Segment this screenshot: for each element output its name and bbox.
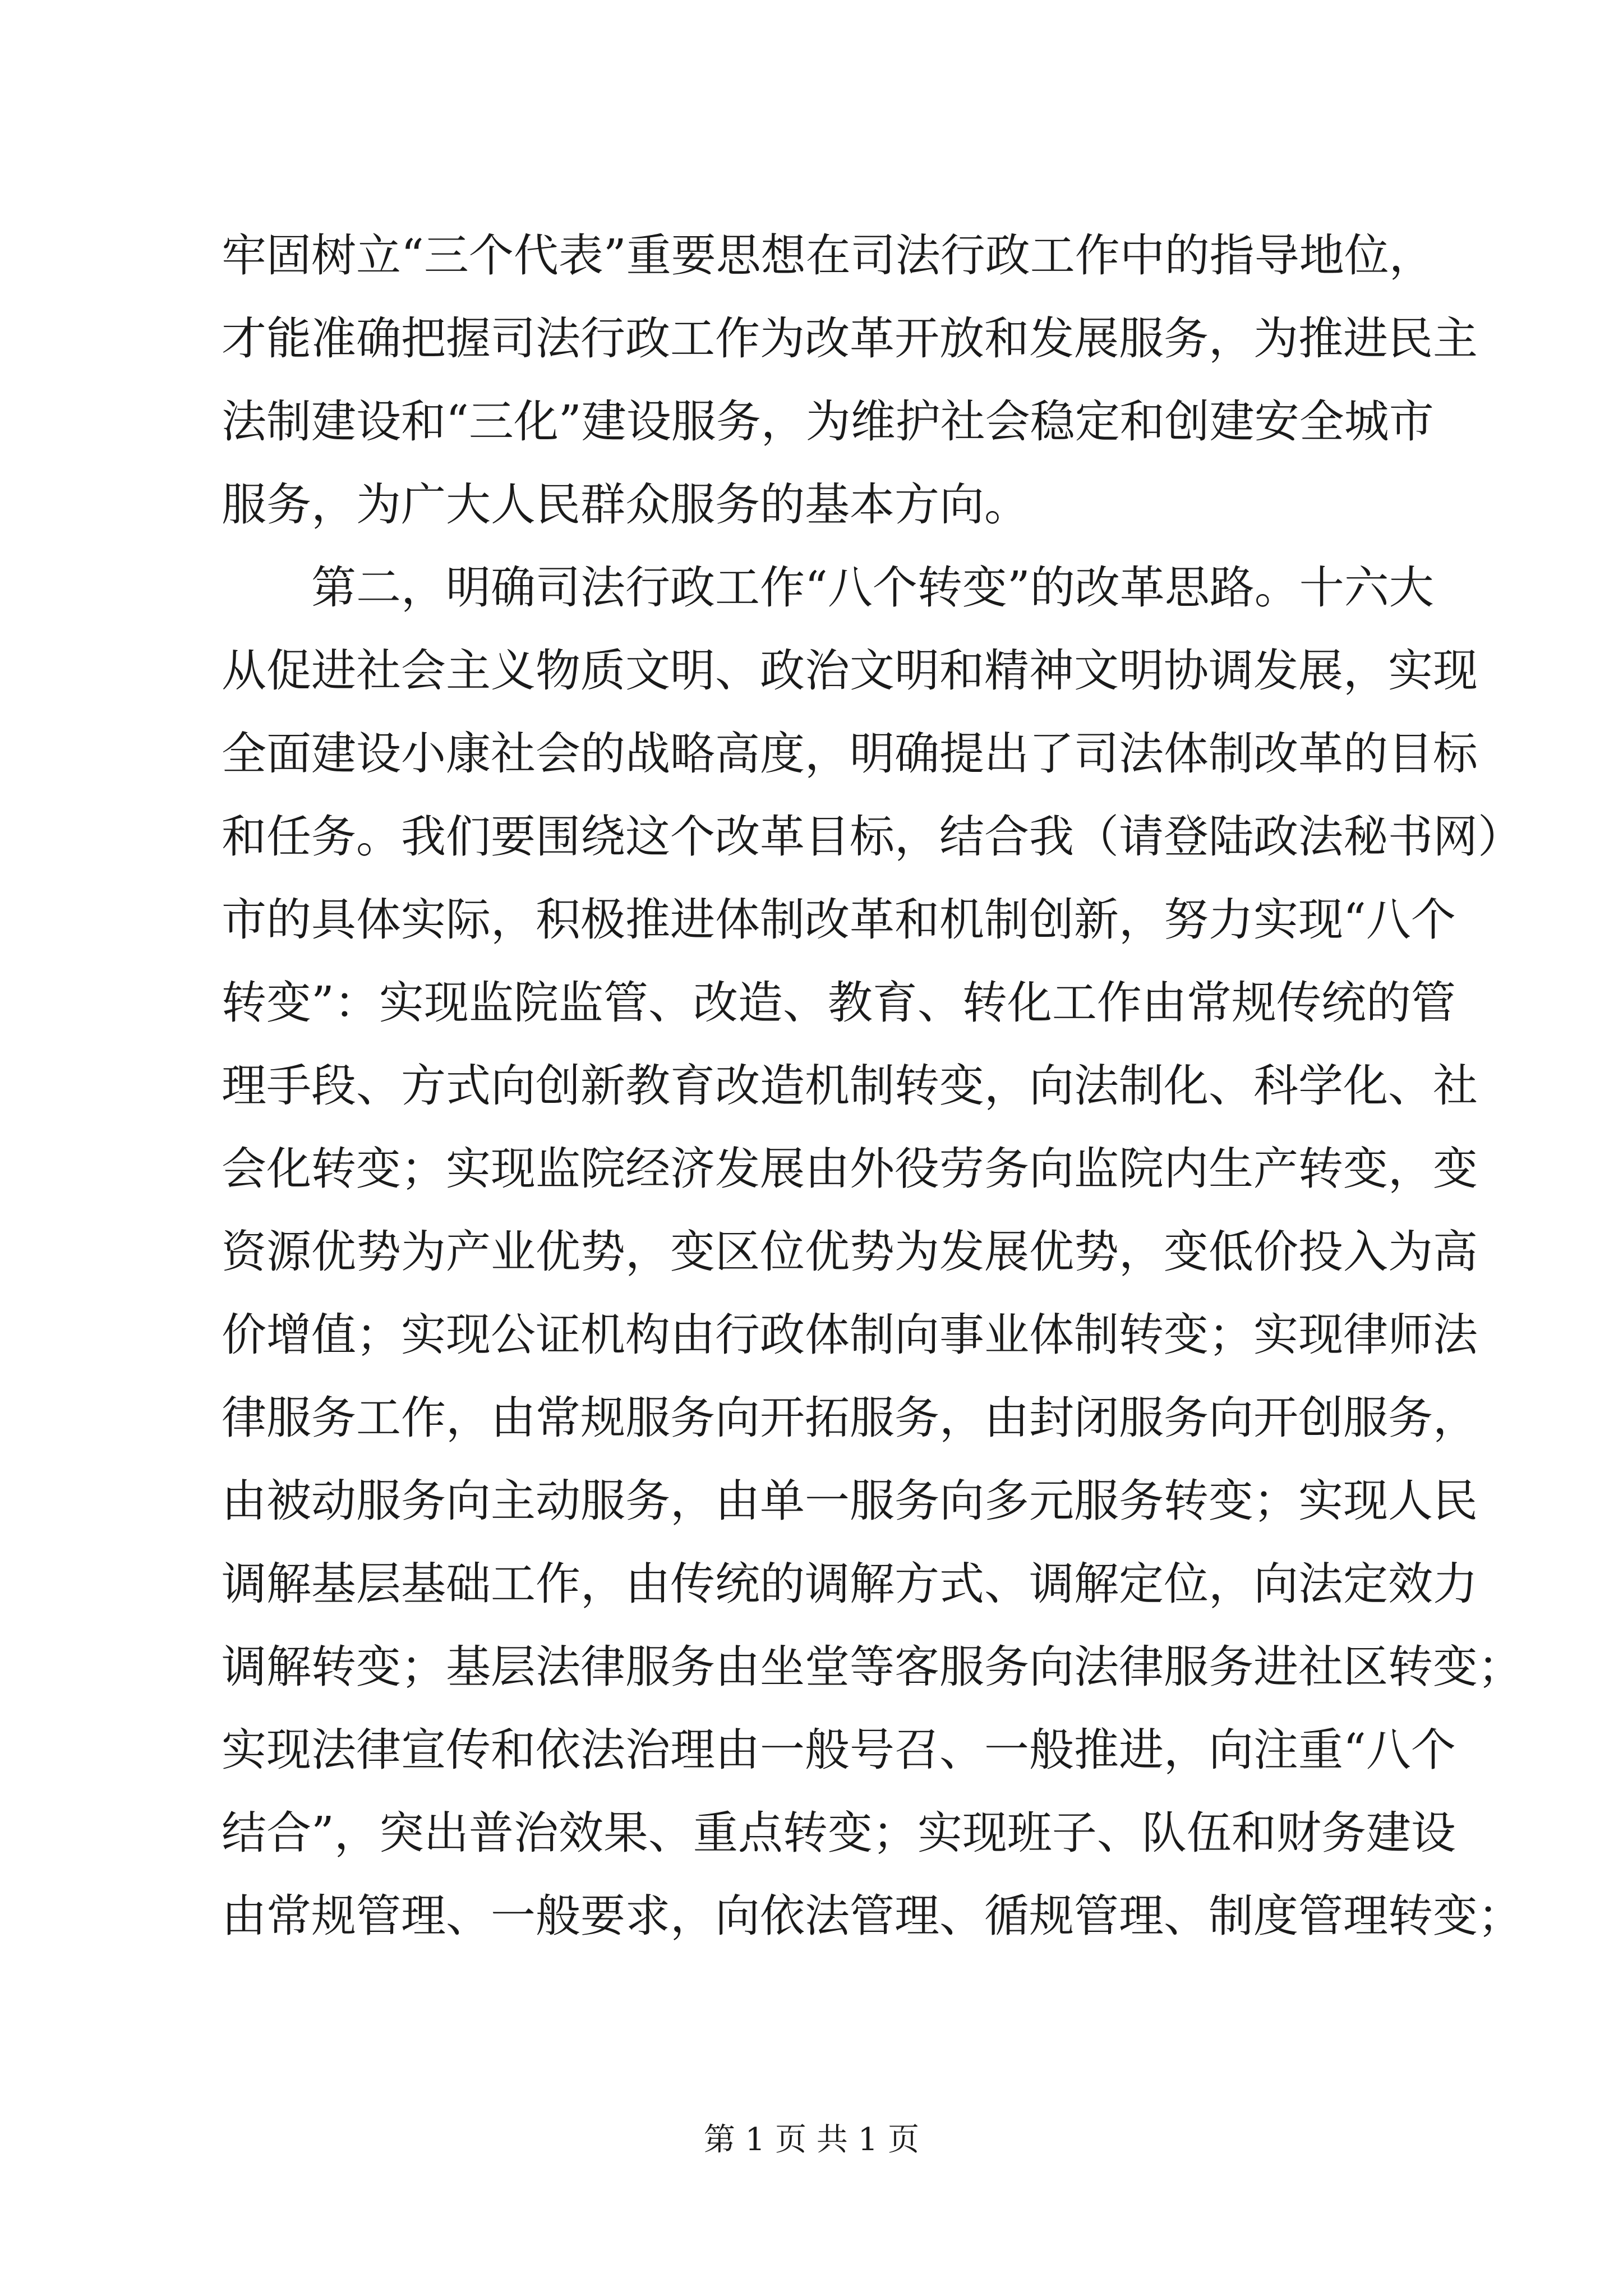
text-line: 结合”，突出普治效果、重点转变；实现班子、队伍和财务建设 (222, 1807, 1456, 1859)
text-line: 和任务。我们要围绕这个改革目标，结合我（请登陆政法秘书网） (222, 811, 1523, 863)
text-line: 调解转变；基层法律服务由坐堂等客服务向法律服务进社区转变； (222, 1641, 1523, 1693)
text-line: 牢固树立“三个代表”重要思想在司法行政工作中的指导地位， (222, 229, 1434, 282)
text-line: 转变”：实现监院监管、改造、教育、转化工作由常规传统的管 (222, 977, 1456, 1029)
paragraph-1 (222, 214, 1478, 546)
page-footer: 第 1 页 共 1 页 (703, 2122, 920, 2158)
text-line: 律服务工作，由常规服务向开拓服务，由封闭服务向开创服务， (222, 1392, 1478, 1444)
document-body (222, 214, 1523, 1958)
text-line: 理手段、方式向创新教育改造机制转变，向法制化、科学化、社 (222, 1060, 1478, 1112)
text-line: 才能准确把握司法行政工作为改革开放和发展服务，为推进民主 (222, 312, 1478, 365)
text-line: 市的具体实际，积极推进体制改革和机制创新，努力实现“八个 (222, 894, 1456, 946)
text-line: 由常规管理、一般要求，向依法管理、循规管理、制度管理转变； (222, 1890, 1523, 1942)
text-line: 从促进社会主义物质文明、政治文明和精神文明协调发展，实现 (222, 645, 1478, 697)
text-line: 会化转变；实现监院经济发展由外役劳务向监院内生产转变，变 (222, 1143, 1478, 1195)
text-line: 调解基层基础工作，由传统的调解方式、调解定位，向法定效力 (222, 1558, 1478, 1610)
text-line: 实现法律宣传和依法治理由一般号召、一般推进，向注重“八个 (222, 1724, 1456, 1776)
text-line: 服务，为广大人民群众服务的基本方向。 (222, 478, 1029, 531)
text-line: 第二，明确司法行政工作“八个转变”的改革思路。十六大 (311, 562, 1434, 614)
text-line: 由被动服务向主动服务，由单一服务向多元服务转变；实现人民 (222, 1475, 1478, 1527)
text-line: 法制建设和“三化”建设服务，为维护社会稳定和创建安全城市 (222, 395, 1434, 448)
text-line: 价增值；实现公证机构由行政体制向事业体制转变；实现律师法 (222, 1309, 1478, 1361)
text-line: 资源优势为产业优势，变区位优势为发展优势，变低价投入为高 (222, 1226, 1478, 1278)
paragraph-2 (222, 546, 1523, 1958)
text-line: 全面建设小康社会的战略高度，明确提出了司法体制改革的目标 (222, 728, 1478, 780)
